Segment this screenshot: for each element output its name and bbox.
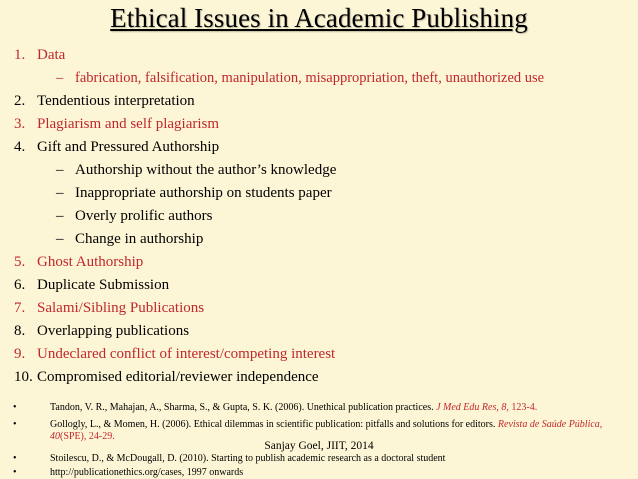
sub-list-item xyxy=(14,228,634,251)
reference-item xyxy=(13,453,633,467)
item-number: 2. xyxy=(14,93,26,109)
reference-journal: J Med Edu Res, 8, xyxy=(436,402,509,413)
list-item xyxy=(14,320,634,343)
item-number: 7. xyxy=(14,300,26,316)
item-text: Change in authorship xyxy=(75,231,204,247)
bullet-icon: • xyxy=(13,419,17,430)
list-item xyxy=(14,366,634,389)
item-text: Data xyxy=(37,47,66,63)
item-text: Tendentious interpretation xyxy=(37,93,195,109)
sub-list-item xyxy=(14,67,634,90)
reference-journal: Revista de Saúde Pública, 40 xyxy=(50,419,603,442)
dash-bullet: – xyxy=(56,208,64,224)
item-text: Salami/Sibling Publications xyxy=(37,300,205,316)
dash-bullet: – xyxy=(56,162,64,178)
reference-item xyxy=(13,402,633,419)
reference-item xyxy=(13,467,633,479)
list-item xyxy=(14,251,634,274)
item-text: fabrication, falsification, manipulation, misappropriation, theft, unauthorized use xyxy=(75,70,545,86)
list-item xyxy=(14,297,634,320)
list-item xyxy=(14,343,634,366)
list-item xyxy=(14,44,634,67)
list-item xyxy=(14,113,634,136)
dash-bullet: – xyxy=(56,70,64,86)
list-item xyxy=(14,136,634,159)
item-text: Ghost Authorship xyxy=(37,254,144,270)
dash-bullet: – xyxy=(56,185,64,201)
reference-pages: 123-4. xyxy=(508,402,538,413)
item-number: 10. xyxy=(14,369,33,385)
item-text: Undeclared conflict of interest/competing interest xyxy=(37,346,336,362)
issue-list xyxy=(14,44,634,389)
item-text: Duplicate Submission xyxy=(37,277,170,293)
item-text: Inappropriate authorship on students paper xyxy=(75,185,332,201)
slide-footer: Sanjay Goel, JIIT, 2014 xyxy=(264,440,374,452)
bullet-icon: • xyxy=(13,402,17,413)
item-number: 3. xyxy=(14,116,26,132)
item-text: Authorship without the author’s knowledge xyxy=(75,162,337,178)
dash-bullet: – xyxy=(56,231,64,247)
item-number: 6. xyxy=(14,277,26,293)
list-item xyxy=(14,90,634,113)
item-text: Compromised editorial/reviewer independence xyxy=(37,369,319,385)
reference-link[interactable]: http://publicationethics.org/cases, 1997 onwards xyxy=(50,467,244,478)
item-number: 4. xyxy=(14,139,26,155)
item-text: Gift and Pressured Authorship xyxy=(37,139,220,155)
sub-list-item xyxy=(14,182,634,205)
reference-pages: (SPE), 24-29. xyxy=(60,431,115,442)
item-number: 8. xyxy=(14,323,26,339)
item-text: Overlapping publications xyxy=(37,323,190,339)
reference-text: Stoilescu, D., & McDougall, D. (2010). Starting to publish academic research as a doctoral student xyxy=(50,453,446,464)
item-text: Plagiarism and self plagiarism xyxy=(37,116,220,132)
reference-text: Gollogly, L., & Momen, H. (2006). Ethical dilemmas in scientific publication: pitfalls and solutions for editors. xyxy=(50,419,498,430)
item-text: Overly prolific authors xyxy=(75,208,213,224)
list-item xyxy=(14,274,634,297)
bullet-icon: • xyxy=(13,467,17,478)
sub-list-item xyxy=(14,159,634,182)
item-number: 1. xyxy=(14,47,26,63)
bullet-icon: • xyxy=(13,453,17,464)
item-number: 9. xyxy=(14,346,26,362)
sub-list-item xyxy=(14,205,634,228)
slide-title: Ethical Issues in Academic Publishing xyxy=(110,3,528,33)
item-number: 5. xyxy=(14,254,26,270)
reference-text: Tandon, V. R., Mahajan, A., Sharma, S., & Gupta, S. K. (2006). Unethical publication practices. xyxy=(50,402,437,413)
